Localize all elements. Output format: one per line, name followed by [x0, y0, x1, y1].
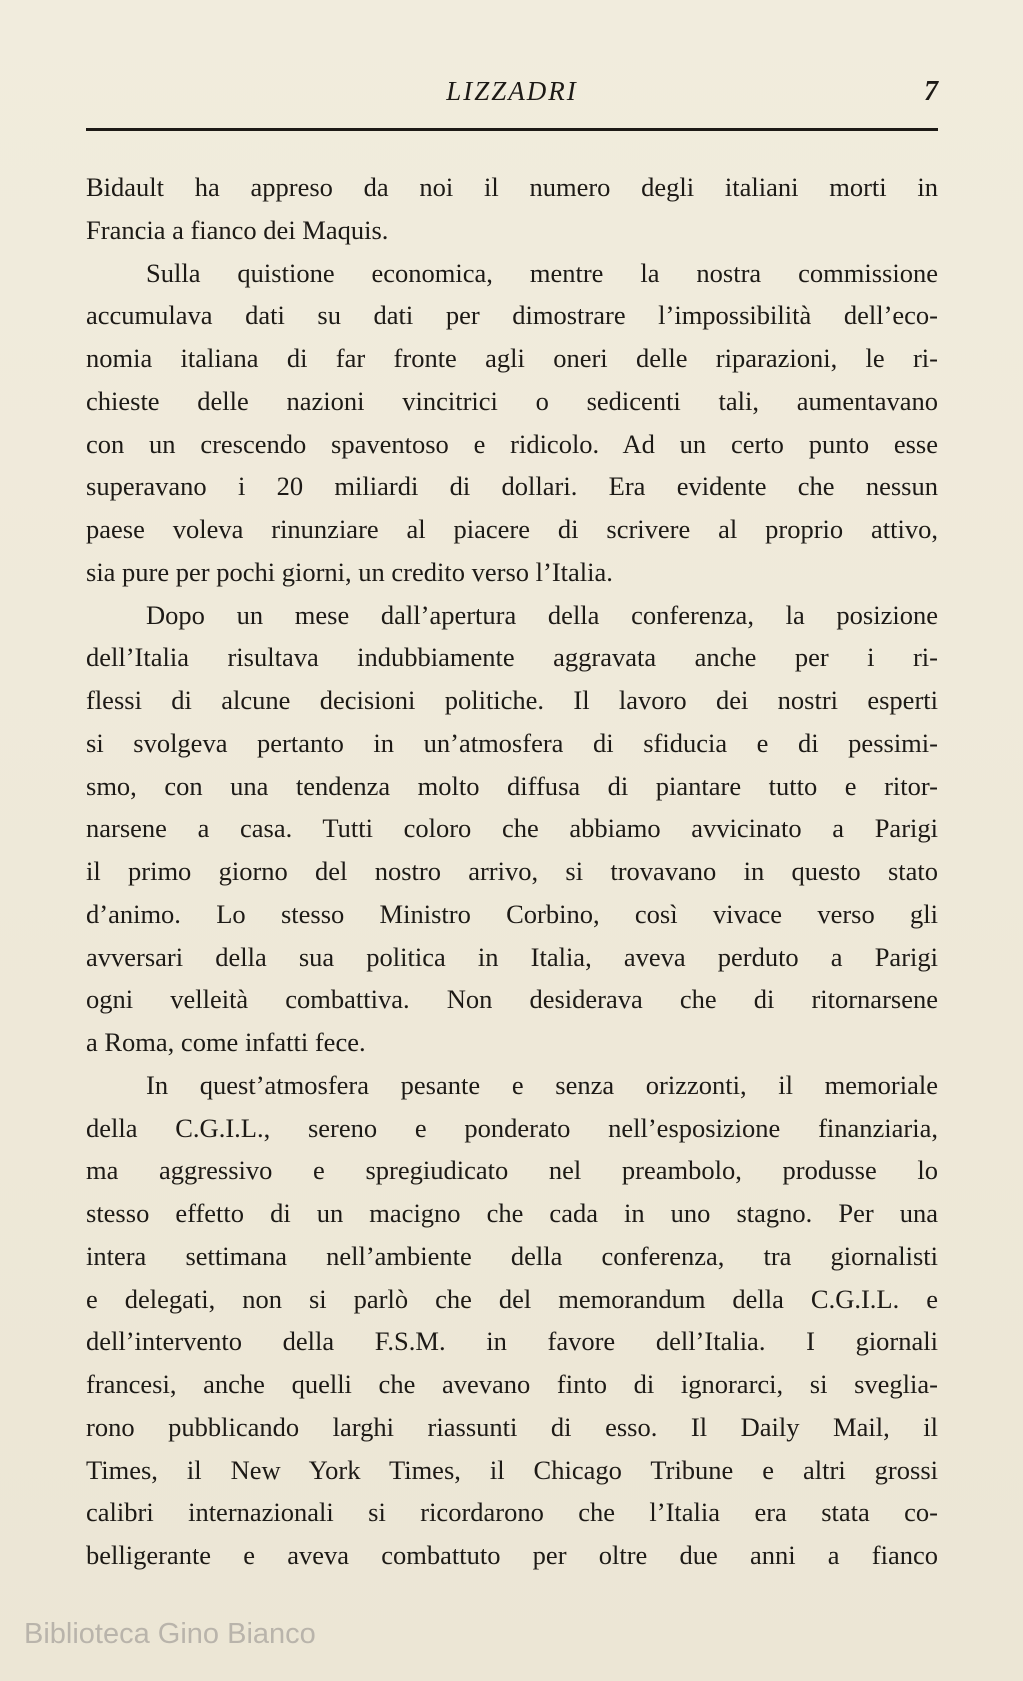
text-line: Times, il New York Times, il Chicago Tribune e altri grossi	[86, 1454, 938, 1485]
text-line: francesi, anche quelli che avevano finto di ignorarci, si sveglia-	[86, 1369, 938, 1399]
running-title: LIZZADRI	[446, 76, 578, 106]
text-line: avversari della sua politica in Italia, aveva perduto a Parigi	[86, 941, 938, 972]
text-line: nomia italiana di far fronte agli oneri delle riparazioni, le ri-	[86, 343, 938, 373]
text-line: chieste delle nazioni vincitrici o sedicenti tali, aumentavano	[86, 385, 938, 416]
text-line: paese voleva rinunziare al piacere di scrivere al proprio attivo,	[86, 514, 938, 544]
text-line: ogni velleità combattiva. Non desiderava che di ritornarsene	[86, 984, 938, 1015]
text-line: belligerante e aveva combattuto per oltre due anni a fianco	[86, 1540, 938, 1570]
text-line: d’animo. Lo stesso Ministro Corbino, così vivace verso gli	[86, 898, 938, 929]
text-line: ma aggressivo e spregiudicato nel preambolo, produsse lo	[86, 1155, 938, 1186]
text-line: il primo giorno del nostro arrivo, si trovavano in questo stato	[86, 856, 938, 886]
text-line: flessi di alcune decisioni politiche. Il lavoro dei nostri esperti	[86, 685, 938, 715]
text-line: Bidault ha appreso da noi il numero degli italiani morti in	[86, 172, 938, 202]
text-line: accumulava dati su dati per dimostrare l’impossibilità dell’eco-	[86, 300, 938, 331]
text-line: narsene a casa. Tutti coloro che abbiamo avvicinato a Parigi	[86, 813, 938, 844]
text-line: con un crescendo spaventoso e ridicolo. Ad un certo punto esse	[86, 428, 938, 459]
text-line: smo, con una tendenza molto diffusa di piantare tutto e ritor-	[86, 770, 938, 801]
text-line: intera settimana nell’ambiente della conferenza, tra giornalisti	[86, 1240, 938, 1271]
text-line: rono pubblicando larghi riassunti di esso. Il Daily Mail, il	[86, 1411, 938, 1442]
text-line: Sulla quistione economica, mentre la nostra commissione	[146, 257, 938, 288]
text-line: calibri internazionali si ricordarono che l’Italia era stata co-	[86, 1497, 938, 1528]
text-line: e delegati, non si parlò che del memorandum della C.G.I.L. e	[86, 1283, 938, 1314]
text-line: dell’Italia risultava indubbiamente aggravata anche per i ri-	[86, 642, 938, 673]
text-line: sia pure per pochi giorni, un credito verso l’Italia.	[86, 556, 613, 587]
text-line: In quest’atmosfera pesante e senza orizzonti, il memoriale	[146, 1069, 938, 1100]
text-line: Francia a fianco dei Maquis.	[86, 214, 389, 245]
text-line: stesso effetto di un macigno che cada in uno stagno. Per una	[86, 1198, 938, 1228]
body-text	[86, 166, 938, 1577]
text-line: a Roma, come infatti fece.	[86, 1027, 366, 1057]
text-line: superavano i 20 miliardi di dollari. Era evidente che nessun	[86, 471, 938, 502]
text-line: Dopo un mese dall’apertura della conferenza, la posizione	[146, 599, 938, 630]
text-line: si svolgeva pertanto in un’atmosfera di sfiducia e di pessimi-	[86, 727, 938, 758]
running-head	[86, 76, 938, 112]
text-line: della C.G.I.L., sereno e ponderato nell’esposizione finanziaria,	[86, 1112, 938, 1143]
page-number: 7	[924, 76, 938, 107]
library-watermark: Biblioteca Gino Bianco	[24, 1618, 316, 1650]
text-line: dell’intervento della F.S.M. in favore dell’Italia. I giornali	[86, 1326, 938, 1357]
header-rule	[86, 128, 938, 131]
